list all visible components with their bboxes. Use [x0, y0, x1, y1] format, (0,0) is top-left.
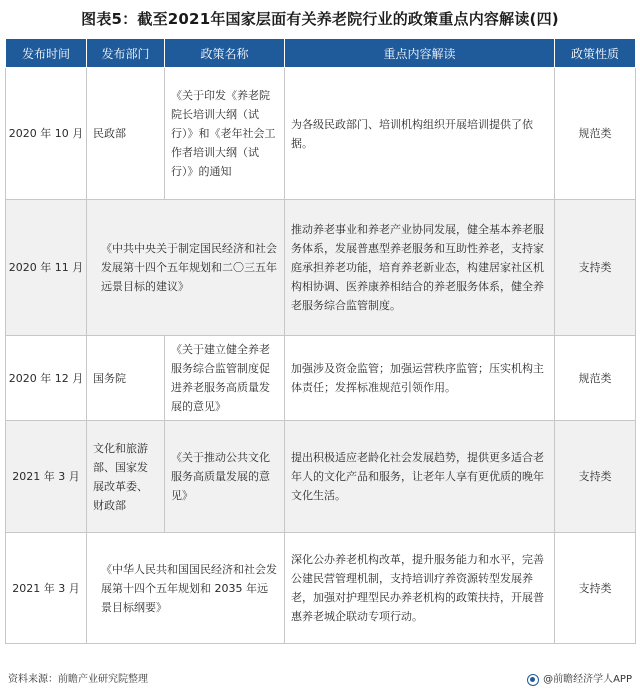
cell-date: 2021 年 3 月: [6, 533, 87, 644]
policy-table: [5, 38, 636, 644]
table-row: [6, 200, 636, 336]
header-content: 重点内容解读: [285, 39, 555, 68]
header-dept: 发布部门: [87, 39, 165, 68]
cell-dept: 文化和旅游部、国家发展改革委、财政部: [87, 421, 165, 533]
cell-dept-policy-merged: 《中共中央关于制定国民经济和社会发展第十四个五年规划和二〇三五年远景目标的建议》: [87, 200, 285, 336]
cell-dept: 国务院: [87, 336, 165, 421]
cell-dept: 民政部: [87, 68, 165, 200]
cell-content: 加强涉及资金监管；加强运营秩序监管；压实机构主体责任；发挥标准规范引领作用。: [285, 336, 555, 421]
footer: [0, 667, 640, 693]
header-date: 发布时间: [6, 39, 87, 68]
cell-dept-policy-merged: 《中华人民共和国国民经济和社会发展第十四个五年规划和 2035 年远景目标纲要》: [87, 533, 285, 644]
brand-credit: [527, 667, 632, 693]
table-row: [6, 421, 636, 533]
page-title: 图表5：截至2021年国家层面有关养老院行业的政策重点内容解读(四): [81, 10, 559, 28]
cell-content: 推动养老事业和养老产业协同发展，健全基本养老服务体系，发展普惠型养老服务和互助性养老，支持家庭承担养老功能，培育养老新业态，构建居家社区机构相协调、医养康养相结合的养老服务体系，健全养老服务综合监管制度。: [285, 200, 555, 336]
table-header-row: [6, 39, 636, 68]
cell-content: 为各级民政部门、培训机构组织开展培训提供了依据。: [285, 68, 555, 200]
cell-date: 2021 年 3 月: [6, 421, 87, 533]
header-policy: 政策名称: [165, 39, 285, 68]
cell-type: 支持类: [555, 200, 636, 336]
table-row: [6, 533, 636, 644]
source-note: 资料来源：前瞻产业研究院整理: [8, 674, 148, 685]
cell-content: 深化公办养老机构改革，提升服务能力和水平，完善公建民营管理机制，支持培训疗养资源转型发展养老，加强对护理型民办养老机构的政策扶持，开展普惠养老城企联动专项行动。: [285, 533, 555, 644]
cell-date: 2020 年 10 月: [6, 68, 87, 200]
cell-type: 规范类: [555, 68, 636, 200]
cell-policy: 《关于印发《养老院院长培训大纲（试行）》和《老年社会工作者培训大纲（试行）》的通知: [165, 68, 285, 200]
cell-type: 规范类: [555, 336, 636, 421]
cell-policy: 《关于建立健全养老服务综合监管制度促进养老服务高质量发展的意见》: [165, 336, 285, 421]
cell-type: 支持类: [555, 421, 636, 533]
brand-text: @前瞻经济学人APP: [543, 674, 632, 685]
cell-date: 2020 年 12 月: [6, 336, 87, 421]
header-type: 政策性质: [555, 39, 636, 68]
cell-date: 2020 年 11 月: [6, 200, 87, 336]
brand-logo-icon: [527, 674, 539, 686]
cell-content: 提出积极适应老龄化社会发展趋势，提供更多适合老年人的文化产品和服务，让老年人享有更优质的晚年文化生活。: [285, 421, 555, 533]
table-row: [6, 336, 636, 421]
cell-type: 支持类: [555, 533, 636, 644]
cell-policy: 《关于推动公共文化服务高质量发展的意见》: [165, 421, 285, 533]
table-row: [6, 68, 636, 200]
